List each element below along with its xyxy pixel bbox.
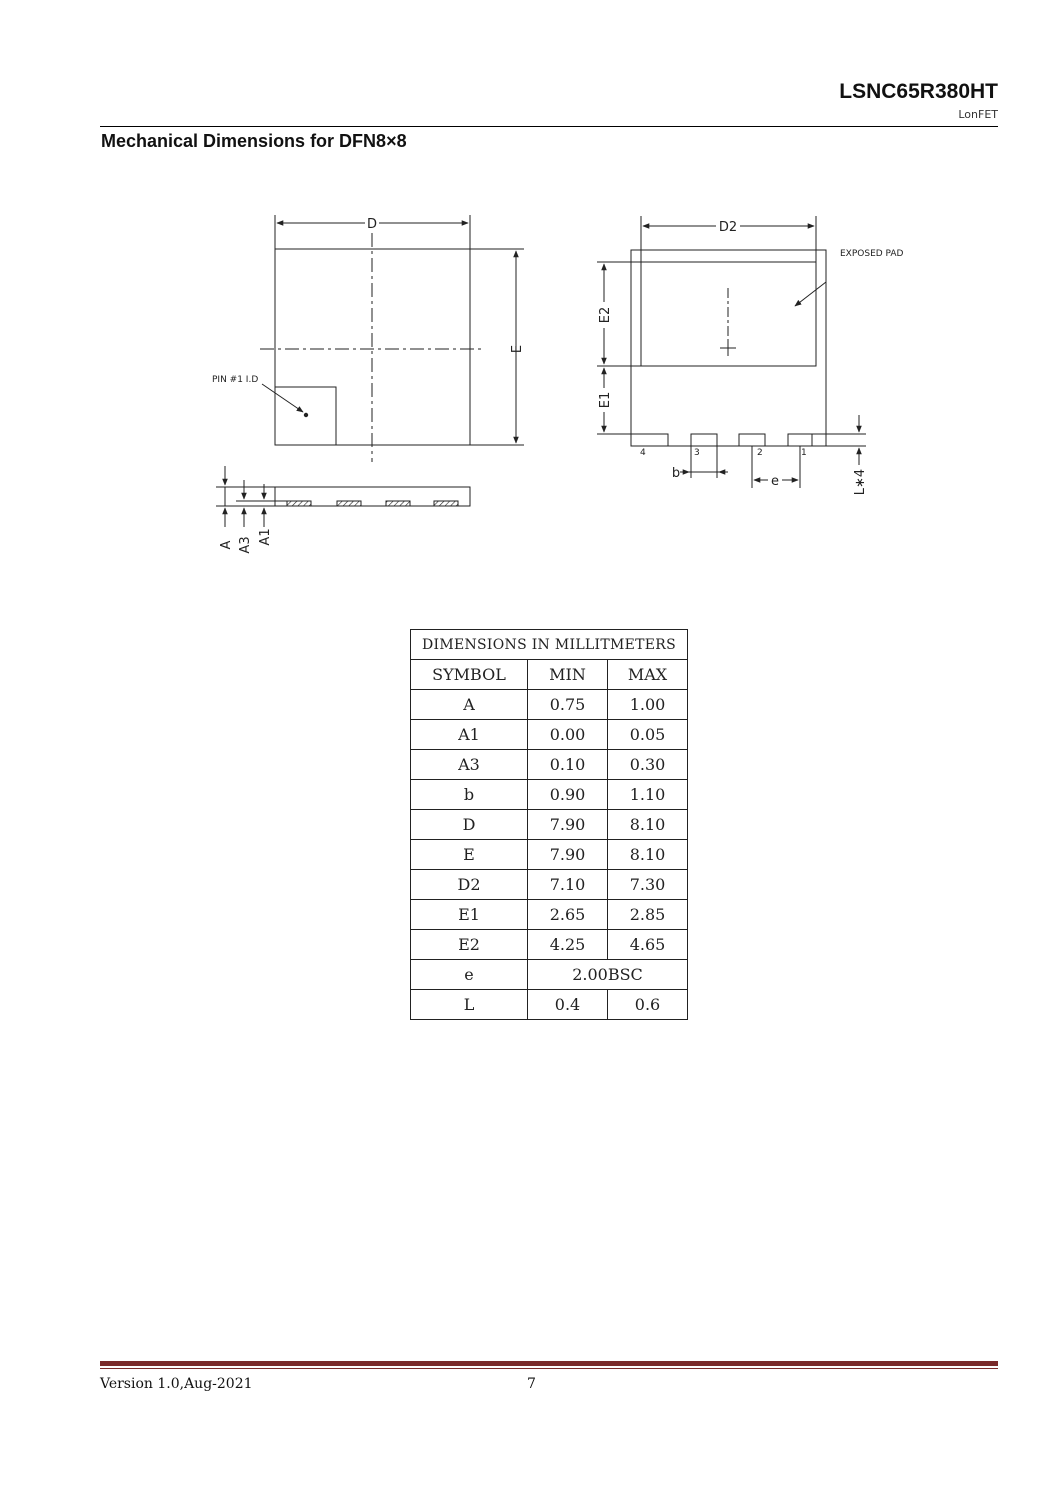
label-e: E [510, 344, 525, 354]
mechanical-drawing [0, 0, 1060, 580]
label-d: D [366, 217, 378, 232]
cell-max: 0.30 [608, 750, 688, 780]
label-a3: A3 [238, 536, 253, 554]
footer-bar [100, 1361, 998, 1366]
cell-symbol: A [411, 690, 528, 720]
table-row [411, 990, 688, 1020]
pin-number-4: 4 [640, 448, 646, 458]
header-max: MAX [608, 660, 688, 690]
cell-symbol: D [411, 810, 528, 840]
table-row [411, 900, 688, 930]
cell-min: 0.00 [528, 720, 608, 750]
cell-symbol: A3 [411, 750, 528, 780]
footer-rule [100, 1368, 998, 1369]
bottom-view [596, 216, 904, 495]
cell-min: 4.25 [528, 930, 608, 960]
pin-number-3: 3 [694, 448, 700, 458]
table-row [411, 720, 688, 750]
cell-min: 7.90 [528, 810, 608, 840]
cell-symbol: A1 [411, 720, 528, 750]
section-title: Mechanical Dimensions for DFN8×8 [101, 131, 407, 151]
cell-max: 1.00 [608, 690, 688, 720]
bottom-lead-2 [739, 434, 765, 446]
cell-min: 0.90 [528, 780, 608, 810]
table-row [411, 870, 688, 900]
lead-3 [386, 501, 410, 506]
table-header-row [411, 660, 688, 690]
lead-4 [434, 501, 458, 506]
header-min: MIN [528, 660, 608, 690]
cell-max: 2.85 [608, 900, 688, 930]
cell-max: 7.30 [608, 870, 688, 900]
exposed-pad-label: EXPOSED PAD [840, 249, 904, 259]
label-e-pitch: e [771, 474, 779, 489]
lead-2 [337, 501, 361, 506]
pin1-dot [304, 413, 308, 417]
cell-max: 1.10 [608, 780, 688, 810]
table-row [411, 960, 688, 990]
label-a1: A1 [258, 528, 273, 546]
pin-number-2: 2 [757, 448, 763, 458]
side-view [216, 466, 470, 554]
cell-value: 2.00BSC [528, 960, 688, 990]
dimensions-table [410, 629, 688, 1020]
brand-name: LonFET [958, 108, 998, 121]
table-caption: DIMENSIONS IN MILLITMETERS [411, 630, 688, 660]
pin-number-1: 1 [801, 448, 807, 458]
cell-min: 0.75 [528, 690, 608, 720]
bottom-lead-4 [631, 434, 668, 446]
bottom-lead-3 [691, 434, 717, 446]
cell-min: 2.65 [528, 900, 608, 930]
cell-min: 7.10 [528, 870, 608, 900]
cell-symbol: e [411, 960, 528, 990]
lead-1 [287, 501, 311, 506]
part-number: LSNC65R380HT [839, 80, 998, 103]
bottom-lead-1 [788, 434, 826, 446]
cell-max: 8.10 [608, 810, 688, 840]
version-text: Version 1.0,Aug-2021 [100, 1376, 253, 1392]
cell-max: 8.10 [608, 840, 688, 870]
page-number: 7 [527, 1376, 536, 1392]
top-view [212, 215, 525, 462]
pin1-label: PIN #1 I.D [212, 375, 259, 385]
label-a: A [219, 540, 234, 550]
cell-min: 0.4 [528, 990, 608, 1020]
cell-min: 0.10 [528, 750, 608, 780]
cell-min: 7.90 [528, 840, 608, 870]
cell-symbol: b [411, 780, 528, 810]
cell-max: 4.65 [608, 930, 688, 960]
cell-symbol: E [411, 840, 528, 870]
table-row [411, 750, 688, 780]
label-b: b [671, 466, 681, 481]
table-row [411, 780, 688, 810]
header-symbol: SYMBOL [411, 660, 528, 690]
table-row [411, 840, 688, 870]
label-e1: E1 [598, 391, 613, 409]
cell-max: 0.05 [608, 720, 688, 750]
cell-symbol: E2 [411, 930, 528, 960]
cell-max: 0.6 [608, 990, 688, 1020]
label-d2: D2 [718, 220, 738, 235]
table-row [411, 690, 688, 720]
table-row [411, 810, 688, 840]
label-e2: E2 [598, 306, 613, 324]
table-row [411, 930, 688, 960]
label-l: L∗4 [853, 468, 868, 496]
cell-symbol: E1 [411, 900, 528, 930]
cell-symbol: D2 [411, 870, 528, 900]
cell-symbol: L [411, 990, 528, 1020]
